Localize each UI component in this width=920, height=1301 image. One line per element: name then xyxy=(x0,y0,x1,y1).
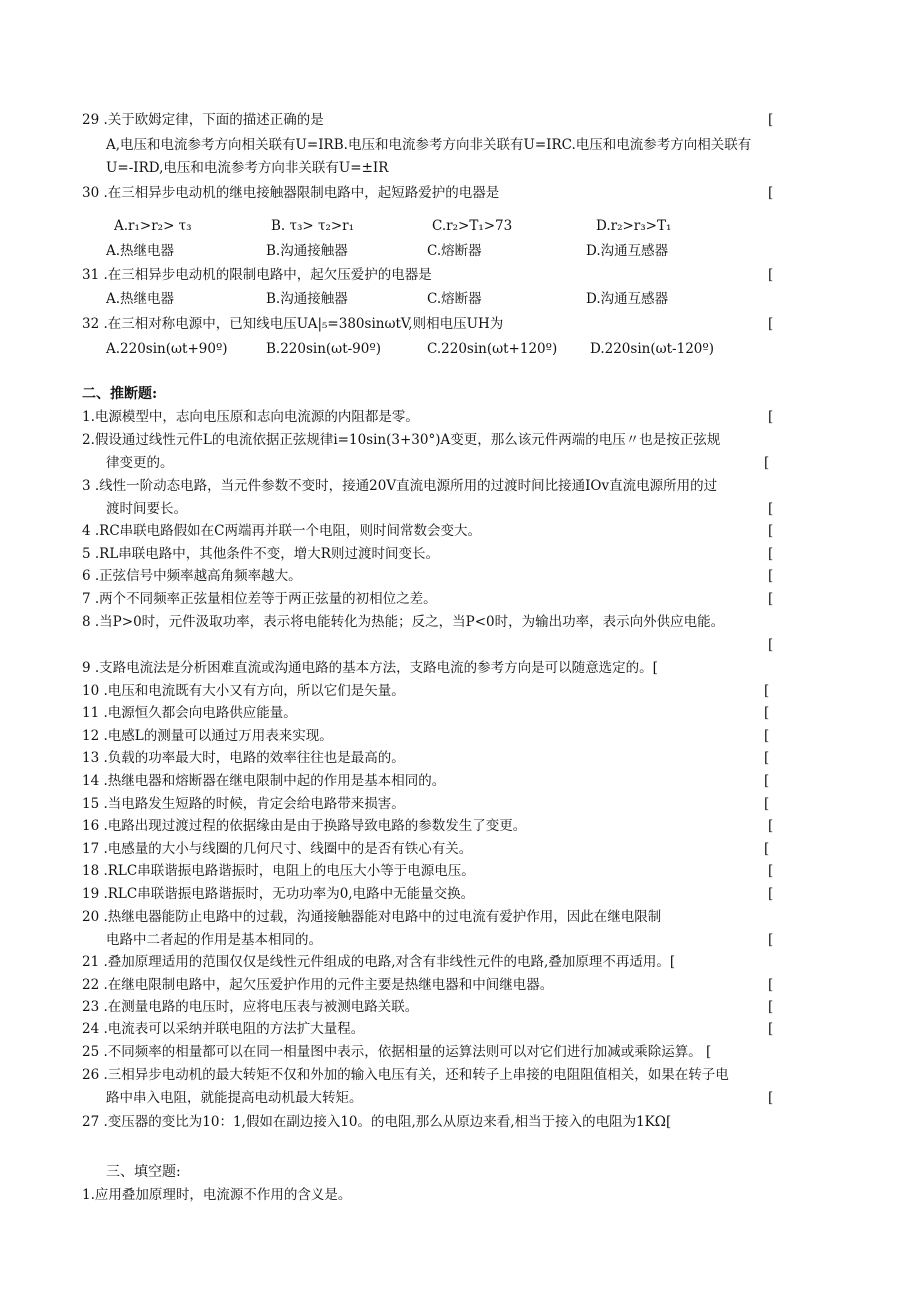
answer-bracket: [ xyxy=(768,637,774,653)
answer-bracket: [ xyxy=(764,728,770,744)
option-a: A.热继电器 xyxy=(106,291,175,307)
answer-bracket: [ xyxy=(768,1021,774,1037)
option-d: D.r₂>r₃>T₁ xyxy=(596,218,672,234)
judgement-item-continuation: 渡时间要长。 xyxy=(106,501,187,517)
answer-bracket: [ xyxy=(768,977,774,993)
option-d: D.沟通互感器 xyxy=(586,243,669,259)
answer-bracket: [ xyxy=(768,185,774,201)
judgement-item: 19 .RLC串联谐振电路谐振时，无功功率为0,电路中无能量交换。 xyxy=(82,886,475,902)
option-c: C.220sin(ωt+120º) xyxy=(427,341,558,357)
option-c: C.熔断器 xyxy=(427,243,482,259)
option-b: B.沟通接触器 xyxy=(266,291,348,307)
judgement-item: 13 .负载的功率最大时，电路的效率往往也是最高的。 xyxy=(82,750,405,766)
answer-bracket: [ xyxy=(768,863,774,879)
answer-bracket: [ xyxy=(768,112,774,128)
judgement-item: 3 .线性一阶动态电路，当元件参数不变时，接通20V直流电源所用的过渡时间比接通IOv直流电源所用的过 xyxy=(82,478,718,494)
answer-bracket: [ xyxy=(764,705,770,721)
judgement-item: 10 .电压和电流既有大小又有方向，所以它们是矢量。 xyxy=(82,683,405,699)
judgement-item: 8 .当P>0时，元件汲取功率，表示将电能转化为热能；反之，当P<0时，为输出功率，表示向外供应电能。 xyxy=(82,614,725,630)
answer-bracket: [ xyxy=(768,999,774,1015)
question-29-options-line1: A,电压和电流参考方向相关联有U=IRB.电压和电流参考方向非关联有U=IRC.电压和电流参考方向相关联有 xyxy=(106,137,752,153)
answer-bracket: [ xyxy=(768,818,774,834)
judgement-item: 14 .热继电器和熔断器在继电限制中起的作用是基本相同的。 xyxy=(82,773,446,789)
answer-bracket: [ xyxy=(768,886,774,902)
option-d: D.沟通互感器 xyxy=(586,291,669,307)
judgement-item: 2.假设通过线性元件L的电流依据正弦规律i=10sin(3+30°)A变更，那么该元件两端的电压〃也是按正弦规 xyxy=(82,432,721,448)
answer-bracket: [ xyxy=(768,591,774,607)
question-29-options-line2: U=-IRD,电压和电流参考方向非关联有U=±IR xyxy=(106,160,389,176)
judgement-item: 7 .两个不同频率正弦量相位差等于两正弦量的初相位之差。 xyxy=(82,591,437,607)
judgement-item-continuation: 电路中二者起的作用是基本相同的。 xyxy=(106,932,322,948)
option-d: D.220sin(ωt-120º) xyxy=(590,341,714,357)
answer-bracket: [ xyxy=(768,1090,774,1106)
judgement-item: 23 .在测量电路的电压时，应将电压表与被测电路关联。 xyxy=(82,999,419,1015)
answer-bracket: [ xyxy=(764,773,770,789)
answer-bracket: [ xyxy=(768,932,774,948)
judgement-item: 22 .在继电限制电路中，起欠压爱护作用的元件主要是热继电器和中间继电器。 xyxy=(82,977,554,993)
judgement-item: 21 .叠加原理适用的范围仅仅是线性元件组成的电路,对含有非线性元件的电路,叠加原理不再适用。[ xyxy=(82,954,676,970)
option-a: A.热继电器 xyxy=(106,243,175,259)
answer-bracket: [ xyxy=(764,796,770,812)
answer-bracket: [ xyxy=(768,568,774,584)
section-heading-fill-blank: 三、填空题: xyxy=(106,1164,181,1180)
question-32: 32 .在三相对称电源中，已知线电压UA|₅=380sinωtV,则相电压UH为 xyxy=(82,316,504,332)
judgement-item: 5 .RL串联电路中，其他条件不变，增大R则过渡时间变长。 xyxy=(82,546,439,562)
answer-bracket: [ xyxy=(764,455,770,471)
question-30: 30 .在三相异步电动机的继电接触器限制电路中，起短路爱护的电器是 xyxy=(82,185,500,201)
answer-bracket: [ xyxy=(768,546,774,562)
question-29: 29 .关于欧姆定律，下面的描述正确的是 xyxy=(82,112,324,128)
answer-bracket: [ xyxy=(768,501,774,517)
answer-bracket: [ xyxy=(768,316,774,332)
judgement-item-continuation: 律变更的。 xyxy=(106,455,174,471)
option-a: A.220sin(ωt+90º) xyxy=(106,341,228,357)
answer-bracket: [ xyxy=(764,750,770,766)
option-b: B.沟通接触器 xyxy=(266,243,348,259)
option-a: A.r₁>r₂> τ₃ xyxy=(114,218,192,234)
question-31: 31 .在三相异步电动机的限制电路中，起欠压爱护的电器是 xyxy=(82,267,432,283)
judgement-item: 1.电源模型中，志向电压原和志向电流源的内阻都是零。 xyxy=(82,409,419,425)
section-heading-judgement: 二、推断题: xyxy=(82,386,158,402)
judgement-item: 27 .变压器的变比为10：1,假如在副边接入10。的电阻,那么从原边来看,相当于接入的电阻为1KΩ[ xyxy=(82,1114,672,1130)
answer-bracket: [ xyxy=(768,409,774,425)
judgement-item: 9 .支路电流法是分析困难直流或沟通电路的基本方法，支路电流的参考方向是可以随意选定的。[ xyxy=(82,660,658,676)
judgement-item: 6 .正弦信号中频率越高角频率越大。 xyxy=(82,568,302,584)
judgement-item: 17 .电感量的大小与线圈的几何尺寸、线圈中的是否有铁心有关。 xyxy=(82,841,473,857)
judgement-item: 26 .三相异步电动机的最大转矩不仅和外加的输入电压有关，还和转子上串接的电阻阻值相关，如果在转子电 xyxy=(82,1067,729,1083)
option-b: B.220sin(ωt-90º) xyxy=(266,341,381,357)
judgement-item: 18 .RLC串联谐振电路谐振时，电阻上的电压大小等于电源电压。 xyxy=(82,863,475,879)
answer-bracket: [ xyxy=(768,523,774,539)
option-c: C.熔断器 xyxy=(427,291,482,307)
answer-bracket: [ xyxy=(764,683,770,699)
judgement-item: 16 .电路出现过渡过程的依据缘由是由于换路导致电路的参数发生了变更。 xyxy=(82,818,527,834)
answer-bracket: [ xyxy=(768,267,774,283)
judgement-item: 11 .电源恒久都会向电路供应能量。 xyxy=(82,705,297,721)
option-b: B. τ₃> τ₂>r₁ xyxy=(271,218,355,234)
judgement-item: 15 .当电路发生短路的时候，肯定会给电路带来损害。 xyxy=(82,796,405,812)
judgement-item: 12 .电感L的测量可以通过万用表来实现。 xyxy=(82,728,333,744)
judgement-item-continuation: 路中串入电阻，就能提高电动机最大转矩。 xyxy=(106,1090,363,1106)
option-c: C.r₂>T₁>73 xyxy=(432,218,513,234)
answer-bracket: [ xyxy=(764,841,770,857)
judgement-item: 24 .电流表可以采纳并联电阻的方法扩大量程。 xyxy=(82,1021,365,1037)
judgement-item: 20 .热继电器能防止电路中的过载，沟通接触器能对电路中的过电流有爱护作用，因此在继电限制 xyxy=(82,909,662,925)
judgement-item: 25 .不同频率的相量都可以在同一相量图中表示，依据相量的运算法则可以对它们进行加减或乘除运算。 [ xyxy=(82,1044,712,1060)
judgement-item: 4 .RC串联电路假如在C两端再并联一个电阻，则时间常数会变大。 xyxy=(82,523,481,539)
fill-blank-item: 1.应用叠加原理时，电流源不作用的含义是。 xyxy=(82,1187,352,1203)
